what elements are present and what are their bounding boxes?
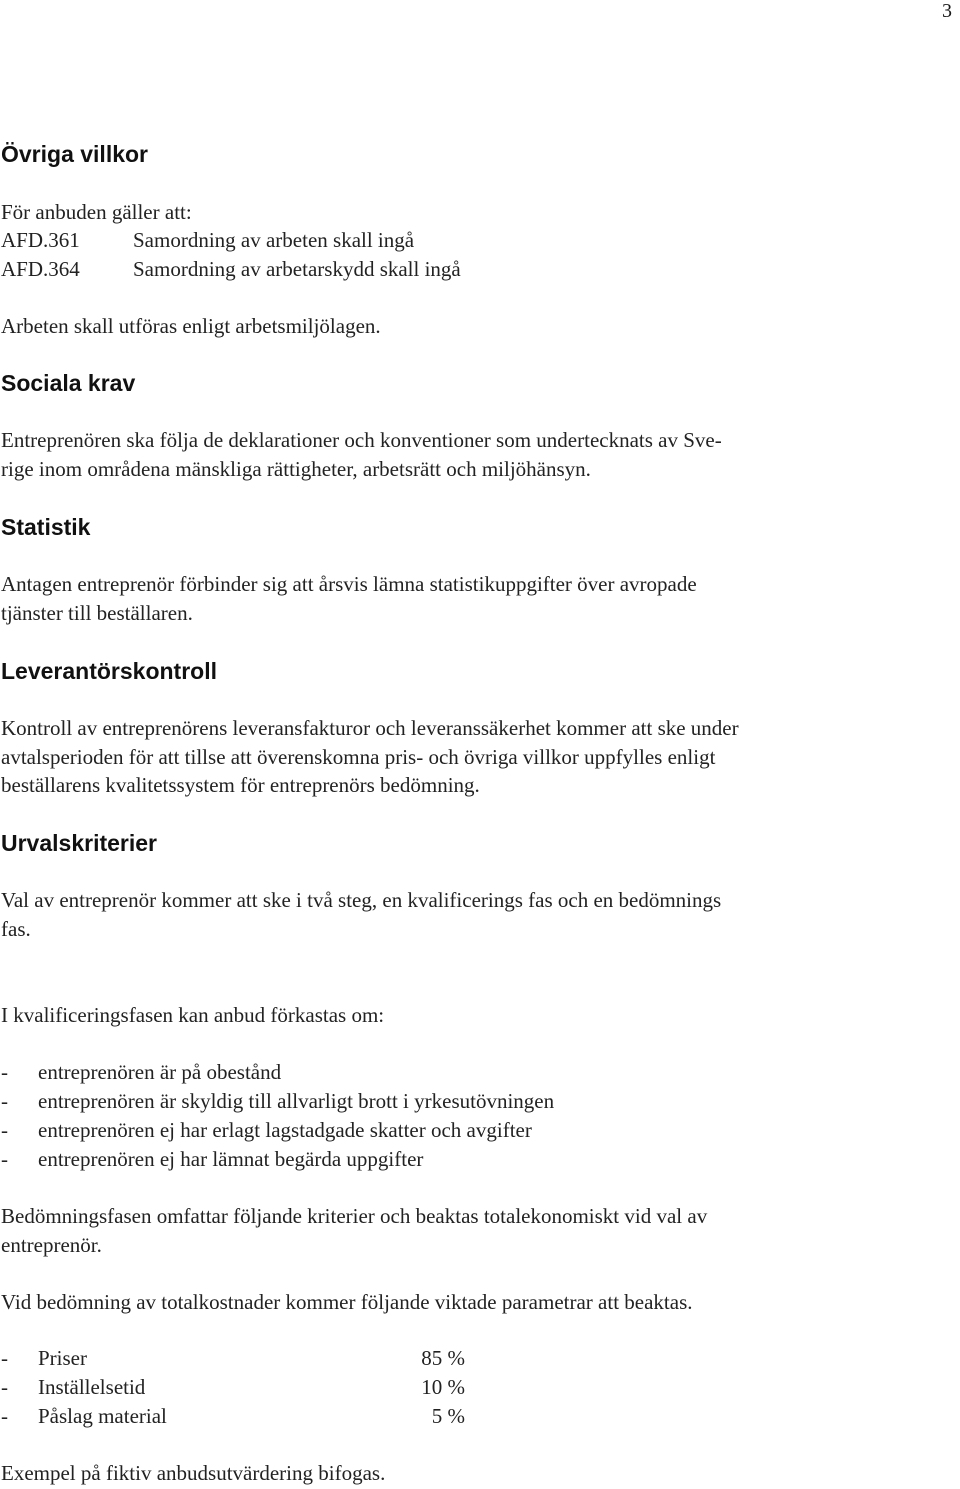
kval-item: entreprenören ej har erlagt lagstadgade skatter och avgifter bbox=[38, 1118, 532, 1142]
bullet-dash: - bbox=[1, 1346, 8, 1370]
heading-sociala-krav: Sociala krav bbox=[1, 370, 136, 396]
bullet-dash: - bbox=[1, 1147, 8, 1171]
heading-statistik: Statistik bbox=[1, 514, 91, 540]
bedom-line: Bedömningsfasen omfattar följande kriterier och beaktas totalekonomiskt vid val av bbox=[1, 1204, 708, 1228]
rule-text: Samordning av arbetarskydd skall ingå bbox=[133, 257, 461, 281]
param-label: Priser bbox=[38, 1346, 87, 1370]
param-weight: 10 % bbox=[421, 1375, 465, 1399]
heading-ovriga-villkor: Övriga villkor bbox=[1, 141, 149, 167]
bullet-dash: - bbox=[1, 1404, 8, 1428]
leverantor-line: Kontroll av entreprenörens leveransfakturor och leveranssäkerhet kommer att ske under bbox=[1, 716, 739, 740]
param-weight: 5 % bbox=[431, 1404, 465, 1428]
rule-code: AFD.364 bbox=[1, 257, 80, 281]
bullet-dash: - bbox=[1, 1375, 8, 1399]
leverantor-line: avtalsperioden för att tillse att överenskomna pris- och övriga villkor uppfylles enligt bbox=[1, 745, 716, 769]
bullet-dash: - bbox=[1, 1118, 8, 1142]
kval-item: entreprenören är skyldig till allvarligt brott i yrkesutövningen bbox=[38, 1089, 555, 1113]
rule-code: AFD.361 bbox=[1, 228, 80, 252]
heading-leverantorskontroll: Leverantörskontroll bbox=[1, 658, 217, 684]
urval-line: Val av entreprenör kommer att ske i två steg, en kvalificerings fas och en bedömnings bbox=[1, 888, 722, 912]
param-weight: 85 % bbox=[421, 1346, 465, 1370]
rule-text: Samordning av arbeten skall ingå bbox=[133, 228, 415, 252]
ovriga-intro: För anbuden gäller att: bbox=[1, 200, 192, 224]
closing-note: Exempel på fiktiv anbudsutvärdering bifogas. bbox=[1, 1461, 386, 1485]
leverantor-line: beställarens kvalitetssystem för entreprenörs bedömning. bbox=[1, 773, 480, 797]
statistik-line: Antagen entreprenör förbinder sig att årsvis lämna statistikuppgifter över avropade bbox=[1, 572, 697, 596]
param-label: Påslag material bbox=[38, 1404, 167, 1428]
kval-item: entreprenören ej har lämnat begärda uppgifter bbox=[38, 1147, 424, 1171]
param-label: Inställelsetid bbox=[38, 1375, 146, 1399]
vikt-intro: Vid bedömning av totalkostnader kommer följande viktade parametrar att beaktas. bbox=[1, 1290, 693, 1314]
sociala-line: Entreprenören ska följa de deklarationer och konventioner som undertecknats av Sve- bbox=[1, 428, 722, 452]
kval-item: entreprenören är på obestånd bbox=[38, 1060, 282, 1084]
sociala-line: rige inom områdena mänskliga rättigheter, arbetsrätt och miljöhänsyn. bbox=[1, 457, 591, 481]
bullet-dash: - bbox=[1, 1089, 8, 1113]
bedom-line: entreprenör. bbox=[1, 1233, 102, 1257]
kval-intro: I kvalificeringsfasen kan anbud förkastas om: bbox=[1, 1003, 385, 1027]
statistik-line: tjänster till beställaren. bbox=[1, 601, 193, 625]
page-number: 3 bbox=[942, 0, 952, 22]
heading-urvalskriterier: Urvalskriterier bbox=[1, 830, 157, 856]
urval-line: fas. bbox=[1, 917, 31, 941]
bullet-dash: - bbox=[1, 1060, 8, 1084]
ovriga-note: Arbeten skall utföras enligt arbetsmiljölagen. bbox=[1, 314, 381, 338]
